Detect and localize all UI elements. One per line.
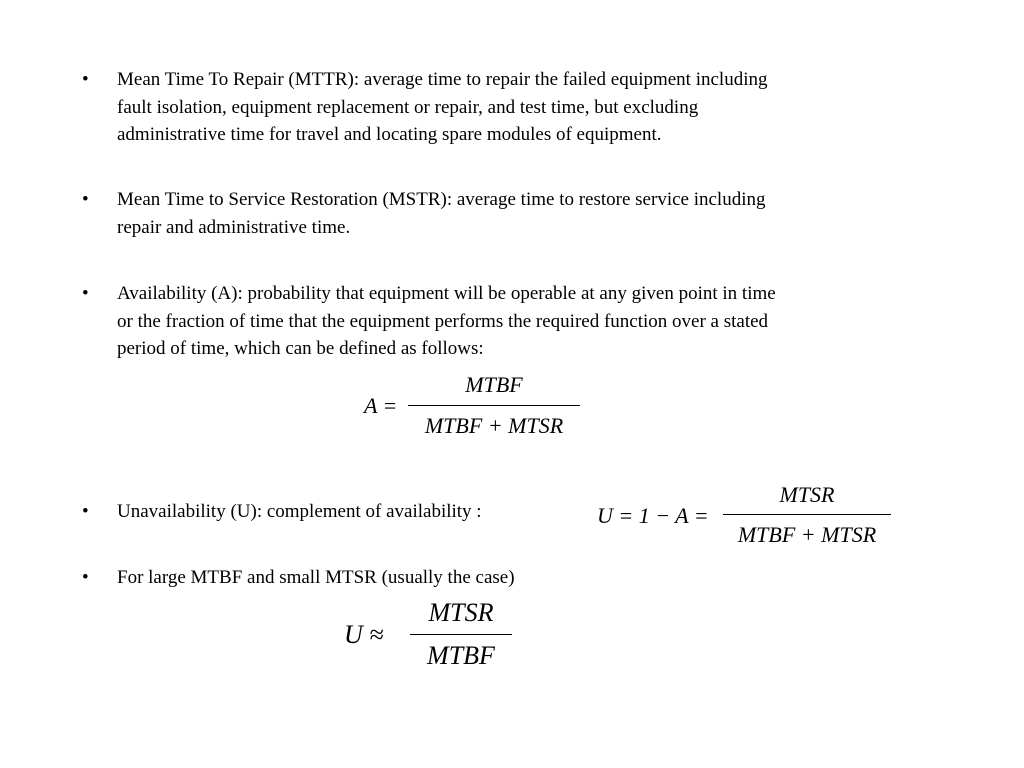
bullet-dot: • [82, 69, 89, 90]
formula-denominator: MTBF + MTSR [737, 522, 877, 547]
bullet-dot: • [82, 567, 89, 588]
text-line: Unavailability (U): complement of availability : [117, 501, 482, 522]
formula-numerator: MTSR [779, 482, 835, 507]
formula-numerator: MTSR [428, 598, 494, 627]
fraction-bar [408, 405, 580, 406]
fraction-bar [723, 514, 891, 515]
bullet-text-mttr [117, 66, 917, 149]
text-line: fault isolation, equipment replacement or repair, and test time, but excluding [117, 96, 699, 118]
bullet-dot: • [82, 501, 89, 522]
text-line: or the fraction of time that the equipment performs the required function over a stated [117, 310, 769, 332]
bullet-text-mstr [117, 186, 917, 241]
text-line: Mean Time To Repair (MTTR): average time to repair the failed equipment including [117, 69, 768, 90]
formula-denominator: MTBF [427, 641, 495, 670]
formula-denominator: MTBF + MTSR [424, 413, 564, 438]
formula-lhs: U = 1 − A = [597, 503, 709, 528]
text-line: For large MTBF and small MTSR (usually the case) [117, 567, 515, 588]
text-line: Mean Time to Service Restoration (MSTR): average time to restore service including [117, 189, 766, 210]
formula-approximation [340, 596, 520, 676]
bullet-dot: • [82, 283, 89, 304]
bullet-text-large-mtbf [117, 564, 917, 592]
formula-numerator: MTBF [465, 372, 523, 397]
text-line: repair and administrative time. [117, 216, 351, 238]
formula-unavailability [595, 480, 895, 555]
bullet-text-availability [117, 280, 917, 363]
formula-lhs: A = [364, 393, 398, 418]
text-line: period of time, which can be defined as follows: [117, 338, 484, 359]
fraction-bar [410, 634, 512, 635]
formula-lhs: U ≈ [344, 620, 384, 649]
formula-availability [360, 370, 590, 445]
text-line: administrative time for travel and locating spare modules of equipment. [117, 124, 662, 145]
text-line: Availability (A): probability that equipment will be operable at any given point in time [117, 283, 776, 304]
bullet-dot: • [82, 189, 89, 210]
